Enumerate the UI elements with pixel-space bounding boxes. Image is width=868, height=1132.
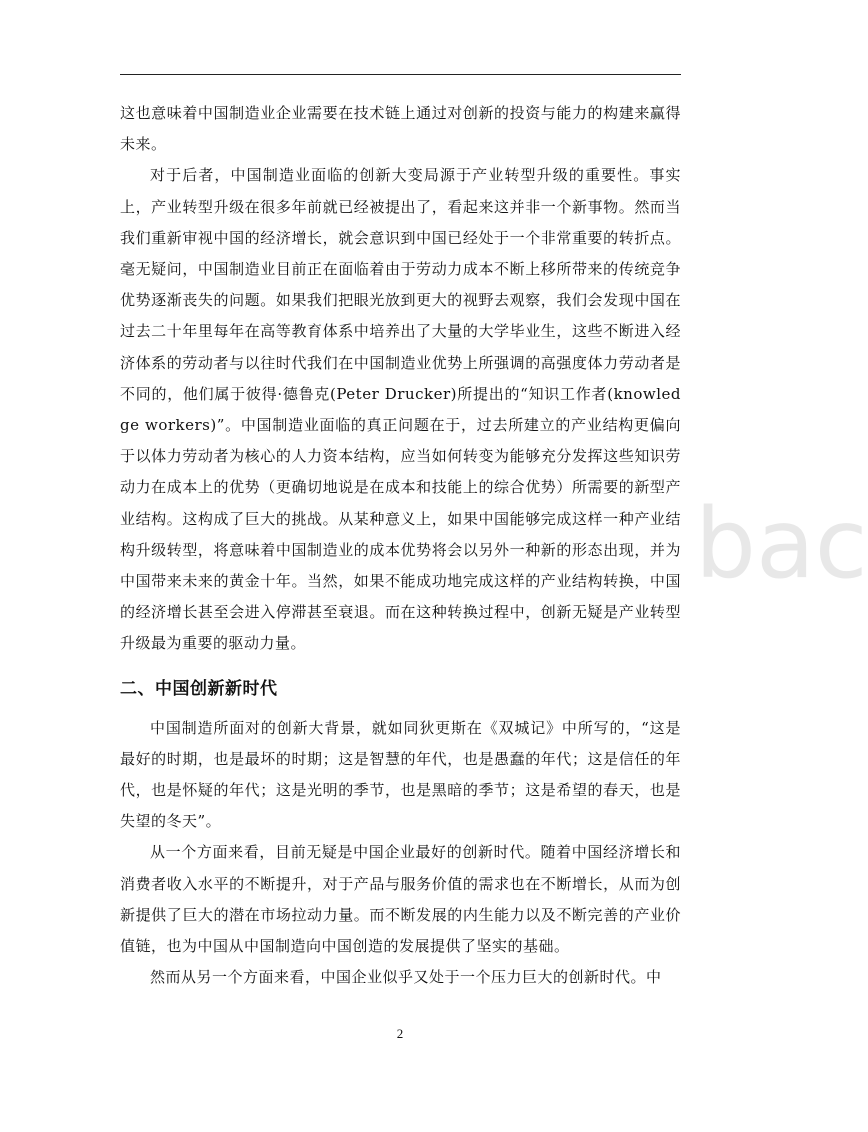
paragraph-continuation: 这也意味着中国制造业企业需要在技术链上通过对创新的投资与能力的构建来赢得未来。 <box>120 104 681 154</box>
paragraph-dickens-quote: 中国制造所面对的创新大背景，就如同狄更斯在《双城记》中所写的，“这是最好的时期，也是最坏的时期；这是智慧的年代，也是愚蠢的年代；这是信任的年代，也是怀疑的年代；这是光明的季节，也是黑暗的季节；这是希望的春天，也是失望的冬天”。 <box>120 718 681 831</box>
page-number: 2 <box>396 1026 404 1041</box>
paragraph-industrial-upgrade: 对于后者，中国制造业面临的创新大变局源于产业转型升级的重要性。事实上，产业转型升级在很多年前就已经被提出了，看起来这并非一个新事物。然而当我们重新审视中国的经济增长，就会意识到中国已经处于一个非常重要的转折点。毫无疑问，中国制造业目前正在面临着由于劳动力成本不断上移所带来的传统竞争优势逐渐丧失的问题。如果我们把眼光放到更大的视野去观察，我们会发现中国在过去二十年里每年在高等教育体系中培养出了大量的大学毕业生，这些不断进入经济体系的劳动者与以往时代我们在中国制造业优势上所强调的高强度体力劳动者是不同的，他们属于彼得·德鲁克(Peter Drucker)所提出的“知识工作者(knowledge workers)”。中国制造业面临的真正问题在于，过去所建立的产业结构更偏向于以体力劳动者为核心的人力资本结构，应当如何转变为能够充分发挥这些知识劳动力在成本上的优势（更确切地说是在成本和技能上的综合优势）所需要的新型产业结构。这构成了巨大的挑战。从某种意义上，如果中国能够完成这样一种产业结构升级转型，将意味着中国制造业的成本优势将会以另外一种新的形态出现，并为中国带来未来的黄金十年。当然，如果不能成功地完成这样的产业结构转换，中国的经济增长甚至会进入停滞甚至衰退。而在这种转换过程中，创新无疑是产业转型升级最为重要的驱动力量。 <box>120 166 681 653</box>
page-body <box>120 98 681 993</box>
section-heading: 二、中国创新新时代 <box>120 678 278 699</box>
watermark: bac <box>695 488 868 600</box>
paragraph-best-era: 从一个方面来看，目前无疑是中国企业最好的创新时代。随着中国经济增长和消费者收入水平的不断提升，对于产品与服务价值的需求也在不断增长，从而为创新提供了巨大的潜在市场拉动力量。而不断发展的内生能力以及不断完善的产业价值链，也为中国从中国制造向中国创造的发展提供了坚实的基础。 <box>120 843 681 956</box>
paragraph-pressure-era: 然而从另一个方面来看，中国企业似乎又处于一个压力巨大的创新时代。中 <box>150 968 662 987</box>
header-rule <box>120 74 681 75</box>
